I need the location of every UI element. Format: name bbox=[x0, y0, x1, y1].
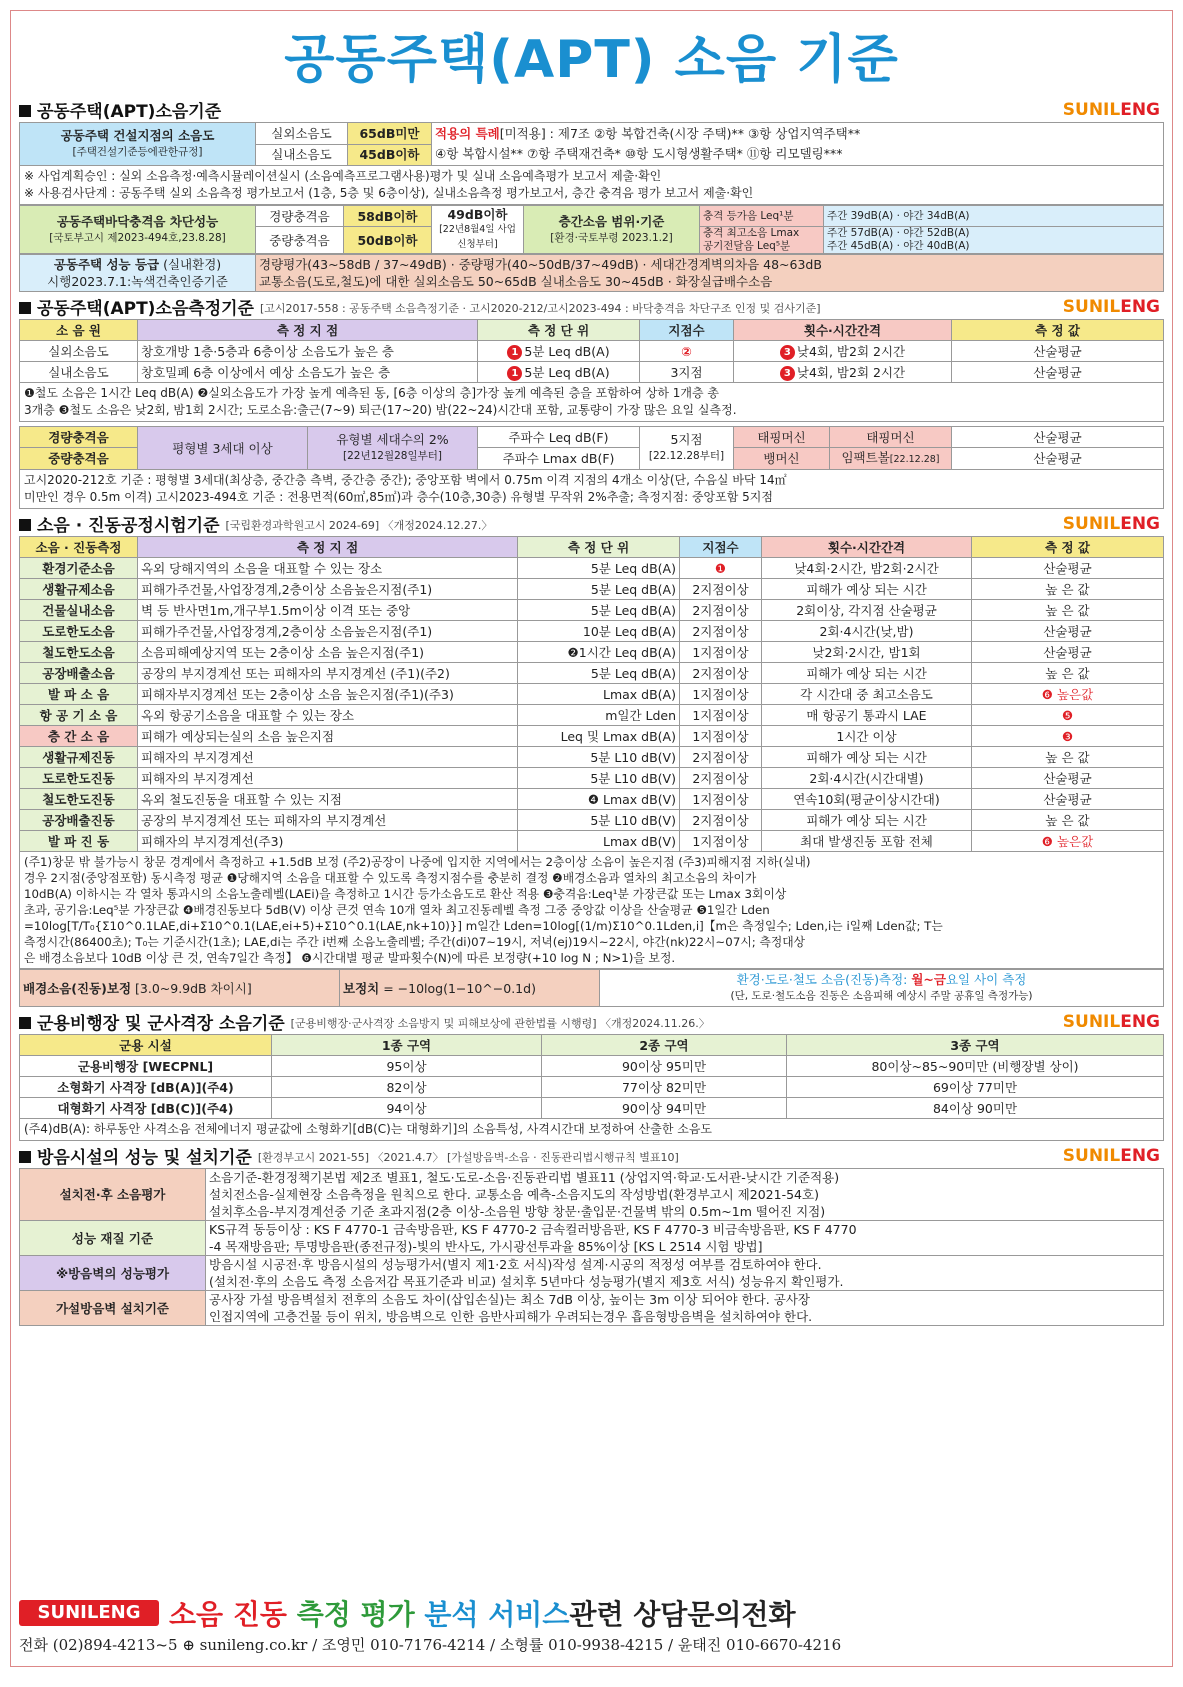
section-subheading: [국립환경과학원고시 2024-69] 〈개정2024.12.27.〉 bbox=[225, 519, 493, 532]
table-row bbox=[20, 810, 1164, 831]
impact-measurement-table bbox=[19, 426, 1164, 470]
impact-pct-cell: 유형별 세대수의 2% [22년12월28일부터] bbox=[308, 427, 478, 470]
cell-d: 1지점이상 bbox=[680, 705, 762, 726]
cell-e: 2회·4시간(시간대별) bbox=[762, 768, 972, 789]
cell-c: 10분 Leq dB(A) bbox=[518, 621, 680, 642]
table-row bbox=[20, 579, 1164, 600]
exception-cell: 적용의 특례[미적용] : 제7조 ②항 복합건축(시장 주택)** ③항 상업지역주택** ④항 복합시설** ⑦항 주택재건축* ⑩항 도시형생활주택* ⑪항 리모델링*** bbox=[432, 123, 1164, 166]
cell-f: 산술평균 bbox=[972, 768, 1164, 789]
column-header: 측 정 단 위 bbox=[518, 537, 680, 558]
cell-a: 건물실내소음 bbox=[20, 600, 138, 621]
sunileng-logo: SUNILENG bbox=[1062, 1146, 1160, 1166]
bullet-square-icon bbox=[19, 302, 31, 314]
cell-c: m일간 Lden bbox=[518, 705, 680, 726]
note-line: 초과, 공기음:Leq⁵분 가장큰값 ❹배경진동보다 5dB(V) 이상 큰것 연속 10개 열차 최고진동레벨 측정 그중 중앙값 이상을 산술평균 ❺1일간 Lden bbox=[24, 903, 770, 917]
cell-c: 90이상 95미만 bbox=[542, 1056, 787, 1077]
cell-b: 벽 등 반사면1m,개구부1.5m이상 이격 또는 중앙 bbox=[138, 600, 518, 621]
cell-e: 피해가 예상 되는 시간 bbox=[762, 747, 972, 768]
circled-number-icon: 1 bbox=[507, 345, 522, 360]
cell-a: 공장배출진동 bbox=[20, 810, 138, 831]
table-row bbox=[20, 726, 1164, 747]
cell-b: 옥외 철도진동을 대표할 수 있는 지점 bbox=[138, 789, 518, 810]
section-heading: 공동주택(APT)소음측정기준 bbox=[37, 299, 254, 319]
cell-f: ❸ bbox=[972, 726, 1164, 747]
light-impact-label: 경량충격음 bbox=[20, 427, 138, 448]
column-header: 2종 구역 bbox=[542, 1035, 787, 1056]
document-page bbox=[10, 10, 1173, 1667]
content-line: (설치전·후의 소음도 측정 소음저감 목표기준과 비교) 설치후 5년마다 성능평가(별지 제3호 서식) 성능유지 확인평가. bbox=[209, 1274, 844, 1289]
column-header: 소 음 원 bbox=[20, 320, 138, 341]
impact-value: 산술평균 bbox=[952, 448, 1164, 470]
grade-table bbox=[19, 254, 1164, 292]
table-row bbox=[20, 1098, 1164, 1119]
apt-measurement-note: ❶철도 소음은 1시간 Leq dB(A) ❷실외소음도가 가장 높게 예측된 동, [6층 이상의 층]가장 높게 예측된 층을 포함하여 상하 1개층 총 3개층 ❸철도 소음은 낮2회, 밤1회 2시간; 도로소음:출근(7~9) 퇴근(17~20) 밤(22~24)시간대 포함, 교통량이 가장 많은 요일 실측정. bbox=[19, 383, 1164, 422]
cell-a: 군용비행장 [WECPNL] bbox=[20, 1056, 272, 1077]
section-apt-measurement bbox=[19, 295, 1164, 509]
cell-a: 생활규제소음 bbox=[20, 579, 138, 600]
page-title: 공동주택(APT) 소음 기준 bbox=[284, 30, 899, 90]
note-line: 측정시간(86400초); T₀는 기준시간(1초); LAE,di는 주간 i번째 소음노출레벨; 주간(di)07~19시, 저녁(ej)19시~22시, 야간(nk)22시~07시; 측정대상 bbox=[24, 935, 806, 949]
cell-f: ❻ 높은값 bbox=[972, 684, 1164, 705]
cell-b: 94이상 bbox=[272, 1098, 542, 1119]
cell-f: 높 은 값 bbox=[972, 663, 1164, 684]
soundproof-table bbox=[19, 1168, 1164, 1326]
sunileng-logo: SUNILENG bbox=[1062, 1012, 1160, 1032]
table-row bbox=[20, 558, 1164, 579]
cell-a: 철도한도진동 bbox=[20, 789, 138, 810]
cell-c: 77이상 82미만 bbox=[542, 1077, 787, 1098]
interfloor-value: 주간 39dB(A) · 야간 34dB(A) bbox=[824, 206, 1164, 227]
cell-c: 5분 Leq dB(A) bbox=[518, 663, 680, 684]
sunileng-logo: SUNILENG bbox=[1062, 514, 1160, 534]
cell-b: 옥외 당해지역의 소음을 대표할 수 있는 장소 bbox=[138, 558, 518, 579]
cell-e: 매 항공기 통과시 LAE bbox=[762, 705, 972, 726]
construction-label-cell: 공동주택 건설지점의 소음도 [주택건설기준등에관한규정] bbox=[20, 123, 256, 166]
impact-machine: 태핑머신 bbox=[734, 427, 830, 448]
content-line: KS규격 동등이상 : KS F 4770-1 금속방음판, KS F 4770-2 금속컬러방음판, KS F 4770-3 비금속방음판, KS F 4770 bbox=[209, 1222, 857, 1237]
column-header: 측 정 단 위 bbox=[478, 320, 640, 341]
cell-e: 1시간 이상 bbox=[762, 726, 972, 747]
column-header: 3종 구역 bbox=[787, 1035, 1164, 1056]
section-subheading: [고시2017-558 : 공동주택 소음측정기준 · 고시2020-212/고시2023-494 : 바닥충격음 차단구조 인정 및 검사기준] bbox=[259, 302, 821, 315]
cell-f: 높 은 값 bbox=[972, 810, 1164, 831]
footer bbox=[19, 1596, 1164, 1658]
row-label: 성능 재질 기준 bbox=[20, 1221, 206, 1256]
content-line: 소음기준-환경정책기본법 제2조 별표1, 철도·도로-소음·진동관리법 별표11 (상업지역·학교·도서관-낮시간 기준적용) bbox=[209, 1170, 840, 1185]
note-line: (주1)창문 밖 불가능시 창문 경계에서 측정하고 +1.5dB 보정 (주2)공장이 나중에 입지한 지역에서는 2층이상 소음이 높은지점 (주3)피해지점 지하(실내) bbox=[24, 855, 811, 869]
column-header: 군용 시설 bbox=[20, 1035, 272, 1056]
slogan-part: 측정 평가 bbox=[296, 1598, 425, 1631]
correction-formula-cell: 보정치 = −10log(1−10^−0.1d) bbox=[340, 970, 600, 1007]
cell-d: 1지점이상 bbox=[680, 831, 762, 852]
content-line: 설치후소음-부지경계선중 기준 초과지점(2층 이상-소음원 방향 창문·출입문·건물벽 밖의 0.5m~1m 떨어진 지점) bbox=[209, 1204, 826, 1219]
cell-e: 피해가 예상 되는 시간 bbox=[762, 579, 972, 600]
grade-label-cell: 공동주택 성능 등급 (실내환경) 시행2023.7.1:녹색건축인증기준 bbox=[20, 255, 256, 292]
note-line: 경우 2지점(중앙점포함) 동시측정 평균 ❶당해지역 소음을 대표할 수 있도록 측정지점수를 충분히 결정 ❷배경소음과 열차의 최고소음의 차이가 bbox=[24, 871, 757, 885]
row-label: 설치전·후 소음평가 bbox=[20, 1169, 206, 1221]
cell-b: 공장의 부지경계선 또는 피해자의 부지경계선 (주1)(주2) bbox=[138, 663, 518, 684]
footer-slogan bbox=[169, 1593, 796, 1633]
heavy-impact-label: 중량충격음 bbox=[20, 448, 138, 470]
cell-d: 1지점이상 bbox=[680, 726, 762, 747]
indoor-value: 45dB이하 bbox=[348, 144, 432, 166]
cell-a: 항 공 기 소 음 bbox=[20, 705, 138, 726]
row-content bbox=[206, 1256, 1164, 1291]
cell-b: 피해가주건물,사업장경계,2층이상 소음높은지점(주1) bbox=[138, 621, 518, 642]
cell-e: 피해가 예상 되는 시간 bbox=[762, 810, 972, 831]
table-row bbox=[20, 747, 1164, 768]
column-header: 측 정 값 bbox=[972, 537, 1164, 558]
cell-c: Lmax dB(A) bbox=[518, 684, 680, 705]
table-row bbox=[20, 1169, 1164, 1221]
cell-c: ❹ Lmax dB(V) bbox=[518, 789, 680, 810]
impact-note: 고시2020-212호 기준 : 평형별 3세대(최상층, 중간층 측벽, 중간층 중간); 중앙포함 벽에서 0.75m 이격 지점의 4개소 이상(단, 수음실 바닥 14㎡ 미만인 경우 0.5m 이격) 고시2023-494호 기준 : 전용면적(60㎡,85㎡)과 층수(10층,30층) 유형별 무작위 2%추출; 측정지점: 중앙포함 5지점 bbox=[19, 470, 1164, 509]
cell-e: 2회·4시간(낮,밤) bbox=[762, 621, 972, 642]
sunileng-logo: SUNILENG bbox=[1062, 100, 1160, 120]
slogan-part: 분석 서비스 bbox=[424, 1598, 570, 1631]
cell-d: 2지점이상 bbox=[680, 600, 762, 621]
cell-e: 각 시간대 중 최고소음도 bbox=[762, 684, 972, 705]
apt-measurement-table bbox=[19, 319, 1164, 383]
cell-e: 낮4회·2시간, 밤2회·2시간 bbox=[762, 558, 972, 579]
cell-b: 피해자의 부지경계선 bbox=[138, 768, 518, 789]
cell-d: 1지점이상 bbox=[680, 789, 762, 810]
noise-vibration-table bbox=[19, 536, 1164, 852]
column-header: 횟수·시간간격 bbox=[762, 537, 972, 558]
section-heading: 소음 · 진동공정시험기준 bbox=[37, 516, 220, 536]
cell-f: 높 은 값 bbox=[972, 600, 1164, 621]
light-impact-value: 58dB이하 bbox=[344, 206, 432, 227]
row-label: ※방음벽의 성능평가 bbox=[20, 1256, 206, 1291]
cell-f: 산술평균 bbox=[972, 621, 1164, 642]
table-row bbox=[20, 684, 1164, 705]
cell-a: 환경기준소음 bbox=[20, 558, 138, 579]
column-header: 1종 구역 bbox=[272, 1035, 542, 1056]
cell-c: Lmax dB(V) bbox=[518, 831, 680, 852]
cell-e: 2회이상, 각지점 산술평균 bbox=[762, 600, 972, 621]
table-row bbox=[20, 1056, 1164, 1077]
cell-b: 피해가주건물,사업장경계,2층이상 소음높은지점(주1) bbox=[138, 579, 518, 600]
cell-b: 피해자부지경계선 또는 2층이상 소음 높은지점(주1)(주3) bbox=[138, 684, 518, 705]
note-line: =10log[T/T₀{Σ10^0.1LAE,di+Σ10^0.1(LAE,ei+5)+Σ10^0.1(LAE,nk+10)}] m일간 Lden=10log[(1/m)Σ10^0.1Lden,i]【m은 측정일수; Lden,i는 i일째 Lden값; T는 bbox=[24, 919, 943, 933]
cell-c: 5분 Leq dB(A) bbox=[518, 558, 680, 579]
cell-f: 산술평균 bbox=[972, 789, 1164, 810]
impact-value: 산술평균 bbox=[952, 427, 1164, 448]
column-header: 횟수·시간간격 bbox=[734, 320, 952, 341]
section-military-noise bbox=[19, 1010, 1164, 1141]
cell-f: 산술평균 bbox=[972, 642, 1164, 663]
column-header: 측 정 지 점 bbox=[138, 320, 478, 341]
table-row bbox=[20, 789, 1164, 810]
cell-b: 소음피해예상지역 또는 2층이상 소음 높은지점(주1) bbox=[138, 642, 518, 663]
section-noise-vibration-test bbox=[19, 512, 1164, 1007]
cell-d: 1지점이상 bbox=[680, 684, 762, 705]
cell-f: 높 은 값 bbox=[972, 747, 1164, 768]
approval-note: ※ 사업계획승인 : 실외 소음측정·예측시뮬레이션실시 (소음예측프로그램사용)평가 및 실내 소음예측평가 보고서 제출·확인 ※ 사용검사단계 : 공동주택 실외 소음측정 평가보고서 (1층, 5층 및 6층이상), 실내소음측정 평가보고서, 층간 충격음 평가 보고서 제출·확인 bbox=[19, 166, 1164, 205]
noise-vibration-notes bbox=[19, 852, 1164, 969]
content-line: 방음시설 시공전·후 방음시설의 성능평가서(별지 제1·2호 서식)작성 설계·시공의 적정성 여부를 검토하여야 한다. bbox=[209, 1257, 822, 1272]
column-header: 지점수 bbox=[680, 537, 762, 558]
military-noise-table bbox=[19, 1034, 1164, 1119]
impact-unit: 주파수 Lmax dB(F) bbox=[478, 448, 640, 470]
section-subheading: [군용비행장·군사격장 소음방지 및 피해보상에 관한법률 시행령] 〈개정2024.11.26.〉 bbox=[290, 1017, 710, 1030]
interfloor-key: 충격 최고소음 Lmax 공기전달음 Leq⁵분 bbox=[700, 227, 824, 254]
outdoor-label: 실외소음도 bbox=[256, 123, 348, 145]
bullet-square-icon bbox=[19, 1151, 31, 1163]
table-row bbox=[20, 621, 1164, 642]
cell-e: 연속10회(평균이상시간대) bbox=[762, 789, 972, 810]
table-row bbox=[20, 1221, 1164, 1256]
footer-logo: SUNILENG bbox=[19, 1600, 159, 1626]
cell-c: 5분 L10 dB(V) bbox=[518, 810, 680, 831]
column-header: 지점수 bbox=[640, 320, 734, 341]
cell-a: 소형화기 사격장 [dB(A)](주4) bbox=[20, 1077, 272, 1098]
measurement-day-cell: 환경·도로·철도 소음(진동)측정: 월~금요일 사이 측정 (단, 도로·철도소음 진동은 소음피해 예상시 주말 공휴일 측정가능) bbox=[600, 970, 1164, 1007]
light-impact-label: 경량충격음 bbox=[256, 206, 344, 227]
bullet-square-icon bbox=[19, 1017, 31, 1029]
sunileng-logo: SUNILENG bbox=[1062, 297, 1160, 317]
slogan-part: 관련 상담문의전화 bbox=[569, 1598, 796, 1631]
cell-a: 철도한도소음 bbox=[20, 642, 138, 663]
note-line: 은 배경소음보다 10dB 이상 큰 것, 연속7일간 측정】 ❻시간대별 평균 발파횟수(N)에 따른 보정량(+10 log N ; N>1)을 보정. bbox=[24, 951, 676, 965]
content-line: 설치전소음-실제현장 소음측정을 원칙으로 한다. 교통소음 예측-소음지도의 작성방법(환경부고시 제2021-54호) bbox=[209, 1187, 819, 1202]
cell-d: 2지점이상 bbox=[680, 579, 762, 600]
section-apt-noise-standard bbox=[19, 98, 1164, 292]
floor-impact-table bbox=[19, 205, 1164, 254]
cell-c: Leq 및 Lmax dB(A) bbox=[518, 726, 680, 747]
impact-machine: 임팩트볼[22.12.28] bbox=[830, 448, 952, 470]
floor-label-cell: 공동주택바닥충격음 차단성능 [국토부고시 제2023-494호,23.8.28] bbox=[20, 206, 256, 254]
section-soundproof-facility bbox=[19, 1144, 1164, 1326]
column-header: 소음 · 진동측정 bbox=[20, 537, 138, 558]
cell-a: 대형화기 사격장 [dB(C)](주4) bbox=[20, 1098, 272, 1119]
interfloor-label-cell: 층간소음 범위·기준 [환경·국토부령 2023.1.2] bbox=[524, 206, 700, 254]
section-heading: 방음시설의 성능 및 설치기준 bbox=[37, 1148, 252, 1168]
table-row bbox=[20, 1291, 1164, 1326]
heavy-impact-value: 50dB이하 bbox=[344, 227, 432, 254]
impact-count-cell: 5지점 [22.12.28부터] bbox=[640, 427, 734, 470]
table-row bbox=[20, 831, 1164, 852]
cell-f: ❻ 높은값 bbox=[972, 831, 1164, 852]
table-row: 실외소음도 창호개방 1층·5층과 6층이상 소음도가 높은 층 1 5분 Leq dB(A) ② 3 낮4회, 밤2회 2시간 산술평균 bbox=[20, 341, 1164, 362]
cell-c: 5분 Leq dB(A) bbox=[518, 579, 680, 600]
cell-a: 도로한도진동 bbox=[20, 768, 138, 789]
cell-a: 발 파 진 동 bbox=[20, 831, 138, 852]
table-row: 실내소음도 창호밀폐 6층 이상에서 예상 소음도가 높은 층 1 5분 Leq dB(A) 3지점 3 낮4회, 밤2회 2시간 산술평균 bbox=[20, 362, 1164, 383]
construction-table bbox=[19, 122, 1164, 166]
grade-content-cell: 경량평가(43~58dB / 37~49dB) · 중량평가(40~50dB/37~49dB) · 세대간경계벽의차음 48~63dB 교통소음(도로,철도)에 대한 실외소음도 50~65dB 실내소음도 30~45dB · 화장실급배수소음 bbox=[256, 255, 1164, 292]
cell-d: 2지점이상 bbox=[680, 621, 762, 642]
cell-b: 피해가 예상되는실의 소음 높은지점 bbox=[138, 726, 518, 747]
interfloor-value: 주간 57dB(A) · 야간 52dB(A) 주간 45dB(A) · 야간 40dB(A) bbox=[824, 227, 1164, 254]
background-correction-table bbox=[19, 969, 1164, 1007]
circled-number-icon: 3 bbox=[780, 345, 795, 360]
row-content bbox=[206, 1221, 1164, 1256]
table-row bbox=[20, 600, 1164, 621]
column-header: 측 정 값 bbox=[952, 320, 1164, 341]
floor-extra-cell: 49dB이하 [22년8월4일 사업신청부터] bbox=[432, 206, 524, 254]
column-header: 측 정 지 점 bbox=[138, 537, 518, 558]
cell-a: 생활규제진동 bbox=[20, 747, 138, 768]
table-row bbox=[20, 1256, 1164, 1291]
cell-b: 82이상 bbox=[272, 1077, 542, 1098]
cell-d: 80이상~85~90미만 (비행장별 상이) bbox=[787, 1056, 1164, 1077]
bullet-square-icon bbox=[19, 519, 31, 531]
cell-f: ❺ bbox=[972, 705, 1164, 726]
bg-correction-cell: 배경소음(진동)보정 [3.0~9.9dB 차이시] bbox=[20, 970, 340, 1007]
impact-unit: 주파수 Leq dB(F) bbox=[478, 427, 640, 448]
table-row bbox=[20, 705, 1164, 726]
cell-e: 최대 발생진동 포함 전체 bbox=[762, 831, 972, 852]
interfloor-key: 충격 등가음 Leq¹분 bbox=[700, 206, 824, 227]
cell-b: 95이상 bbox=[272, 1056, 542, 1077]
cell-c: ❷1시간 Leq dB(A) bbox=[518, 642, 680, 663]
content-line: 인접지역에 고층건물 등이 위치, 방음벽으로 인한 음반사피해가 우려되는경우 흡음형방음벽을 설치하여야 한다. bbox=[209, 1309, 813, 1324]
circled-number-icon: 1 bbox=[507, 366, 522, 381]
note-line: 10dB(A) 이하시는 각 열차 통과시의 소음노출레벨(LAEi)을 측정하고 1시간 등가소음도로 환산 적용 ❸충격음:Leq¹분 가장큰값 또는 Lmax 3회이상 bbox=[24, 887, 787, 901]
cell-f: 산술평균 bbox=[972, 558, 1164, 579]
section-heading: 공동주택(APT)소음기준 bbox=[37, 102, 222, 122]
bullet-square-icon bbox=[19, 105, 31, 117]
cell-d: 2지점이상 bbox=[680, 768, 762, 789]
cell-e: 낮2회·2시간, 밤1회 bbox=[762, 642, 972, 663]
cell-a: 공장배출소음 bbox=[20, 663, 138, 684]
cell-c: 90이상 94미만 bbox=[542, 1098, 787, 1119]
cell-d: ❶ bbox=[680, 558, 762, 579]
impact-point-cell: 평형별 3세대 이상 bbox=[138, 427, 308, 470]
cell-b: 옥외 항공기소음을 대표할 수 있는 장소 bbox=[138, 705, 518, 726]
cell-b: 피해자의 부지경계선(주3) bbox=[138, 831, 518, 852]
cell-d: 1지점이상 bbox=[680, 642, 762, 663]
heavy-impact-label: 중량충격음 bbox=[256, 227, 344, 254]
slogan-part: 소음 진동 bbox=[169, 1598, 297, 1631]
table-row bbox=[20, 1077, 1164, 1098]
cell-d: 2지점이상 bbox=[680, 747, 762, 768]
row-content bbox=[206, 1169, 1164, 1221]
section-subheading: [환경부고시 2021-55] 〈2021.4.7〉 [가설방음벽-소음 · 진동관리법시행규칙 별표10] bbox=[257, 1151, 679, 1164]
military-note: (주4)dB(A): 하루동안 사격소음 전체에너지 평균값에 소형화기[dB(C)는 대형화기]의 소음특성, 사격시간대 보정하여 산출한 소음도 bbox=[19, 1119, 1164, 1141]
cell-d: 69이상 77미만 bbox=[787, 1077, 1164, 1098]
cell-c: 5분 L10 dB(V) bbox=[518, 747, 680, 768]
cell-b: 공장의 부지경계선 또는 피해자의 부지경계선 bbox=[138, 810, 518, 831]
table-row bbox=[20, 642, 1164, 663]
cell-d: 2지점이상 bbox=[680, 810, 762, 831]
indoor-label: 실내소음도 bbox=[256, 144, 348, 166]
cell-a: 발 파 소 음 bbox=[20, 684, 138, 705]
footer-contact[interactable]: 전화 (02)894-4213~5 ⊕ sunileng.co.kr / 조영민 010-7176-4214 / 소형률 010-9938-4215 / 윤태진 010-6670-4216 bbox=[19, 1636, 842, 1654]
cell-c: 5분 Leq dB(A) bbox=[518, 600, 680, 621]
cell-a: 층 간 소 음 bbox=[20, 726, 138, 747]
section-heading: 군용비행장 및 군사격장 소음기준 bbox=[37, 1014, 285, 1034]
row-label: 가설방음벽 설치기준 bbox=[20, 1291, 206, 1326]
cell-f: 높 은 값 bbox=[972, 579, 1164, 600]
circled-number-icon: 3 bbox=[780, 366, 795, 381]
impact-machine: 태핑머신 bbox=[830, 427, 952, 448]
row-content bbox=[206, 1291, 1164, 1326]
cell-d: 2지점이상 bbox=[680, 663, 762, 684]
cell-a: 도로한도소음 bbox=[20, 621, 138, 642]
content-line: 공사장 가설 방음벽설치 전후의 소음도 차이(삽입손실)는 최소 7dB 이상, 높이는 3m 이상 되어야 한다. 공사장 bbox=[209, 1292, 810, 1307]
outdoor-value: 65dB미만 bbox=[348, 123, 432, 145]
table-row bbox=[20, 663, 1164, 684]
impact-machine: 뱅머신 bbox=[734, 448, 830, 470]
table-row bbox=[20, 768, 1164, 789]
cell-e: 피해가 예상 되는 시간 bbox=[762, 663, 972, 684]
content-line: -4 목재방음판; 투명방음판(종전규정)-빛의 반사도, 가시광선투과율 85%이상 [KS L 2514 시험 방법] bbox=[209, 1239, 763, 1254]
cell-d: 84이상 90미만 bbox=[787, 1098, 1164, 1119]
cell-b: 피해자의 부지경계선 bbox=[138, 747, 518, 768]
cell-c: 5분 L10 dB(V) bbox=[518, 768, 680, 789]
